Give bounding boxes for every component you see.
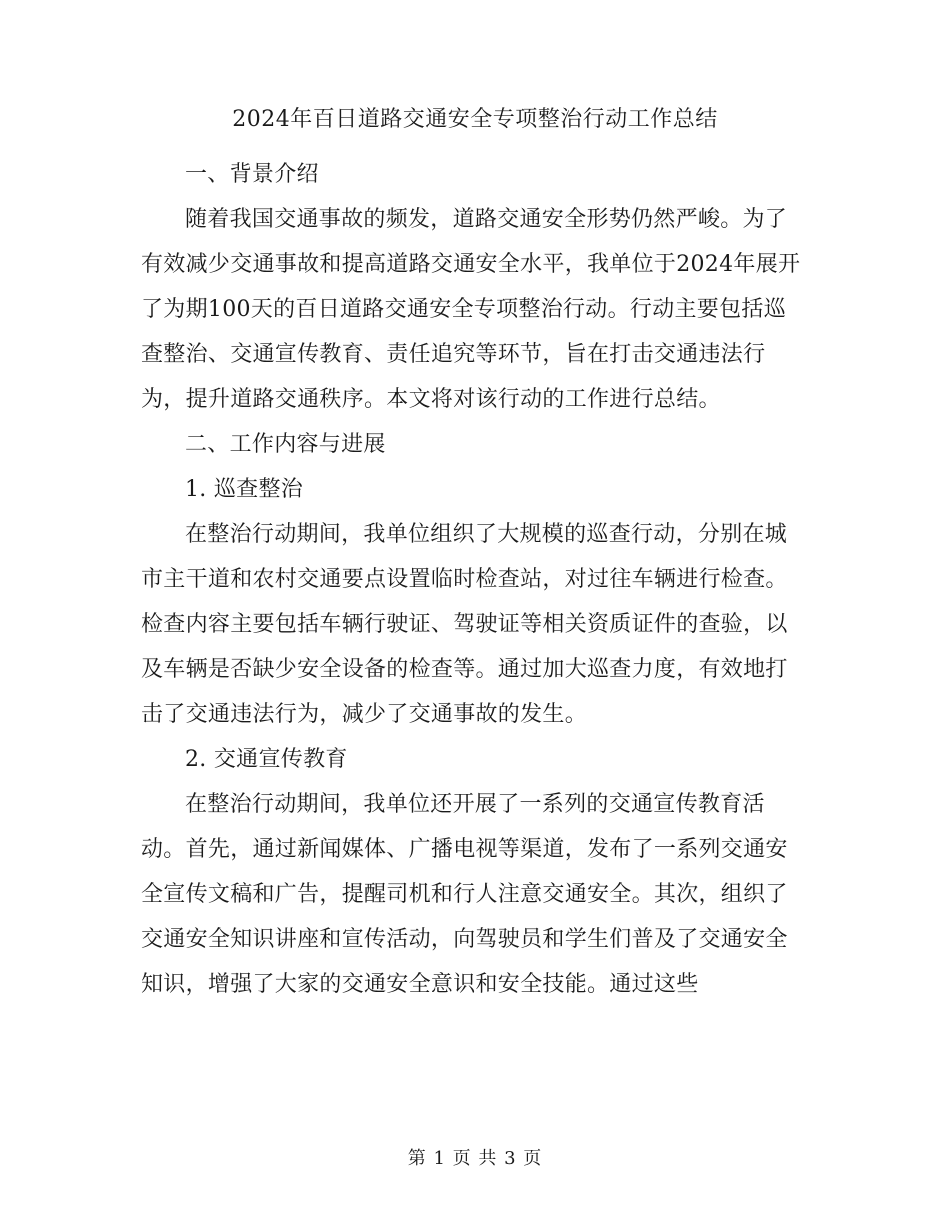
section-heading-work-content: 二、工作内容与进展 <box>185 432 386 457</box>
document-body <box>141 152 806 1007</box>
subsection-heading-education: 2. 交通宣传教育 <box>185 747 348 772</box>
section-heading-background: 一、背景介绍 <box>185 162 319 187</box>
document-title: 2024年百日道路交通安全专项整治行动工作总结 <box>232 107 718 132</box>
page-number-footer: 第 1 页 共 3 页 <box>407 1148 543 1169</box>
patrol-paragraph: 在整治行动期间，我单位组织了大规模的巡查行动，分别在城市主干道和农村交通要点设置临时检查站，对过往车辆进行检查。检查内容主要包括车辆行驶证、驾驶证等相关资质证件的查验，以及车辆是否缺少安全设备的检查等。通过加大巡查力度，有效地打击了交通违法行为，减少了交通事故的发生。 <box>141 522 788 727</box>
subsection-heading-patrol: 1. 巡查整治 <box>185 477 304 502</box>
education-paragraph: 在整治行动期间，我单位还开展了一系列的交通宣传教育活动。首先，通过新闻媒体、广播电视等渠道，发布了一系列交通安全宣传文稿和广告，提醒司机和行人注意交通安全。其次，组织了交通安全知识讲座和宣传活动，向驾驶员和学生们普及了交通安全知识，增强了大家的交通安全意识和安全技能。通过这些 <box>141 792 788 997</box>
background-paragraph: 随着我国交通事故的频发，道路交通安全形势仍然严峻。为了有效减少交通事故和提高道路交通安全水平，我单位于2024年展开了为期100天的百日道路交通安全专项整治行动。行动主要包括巡查整治、交通宣传教育、责任追究等环节，旨在打击交通违法行为，提升道路交通秩序。本文将对该行动的工作进行总结。 <box>141 207 801 412</box>
